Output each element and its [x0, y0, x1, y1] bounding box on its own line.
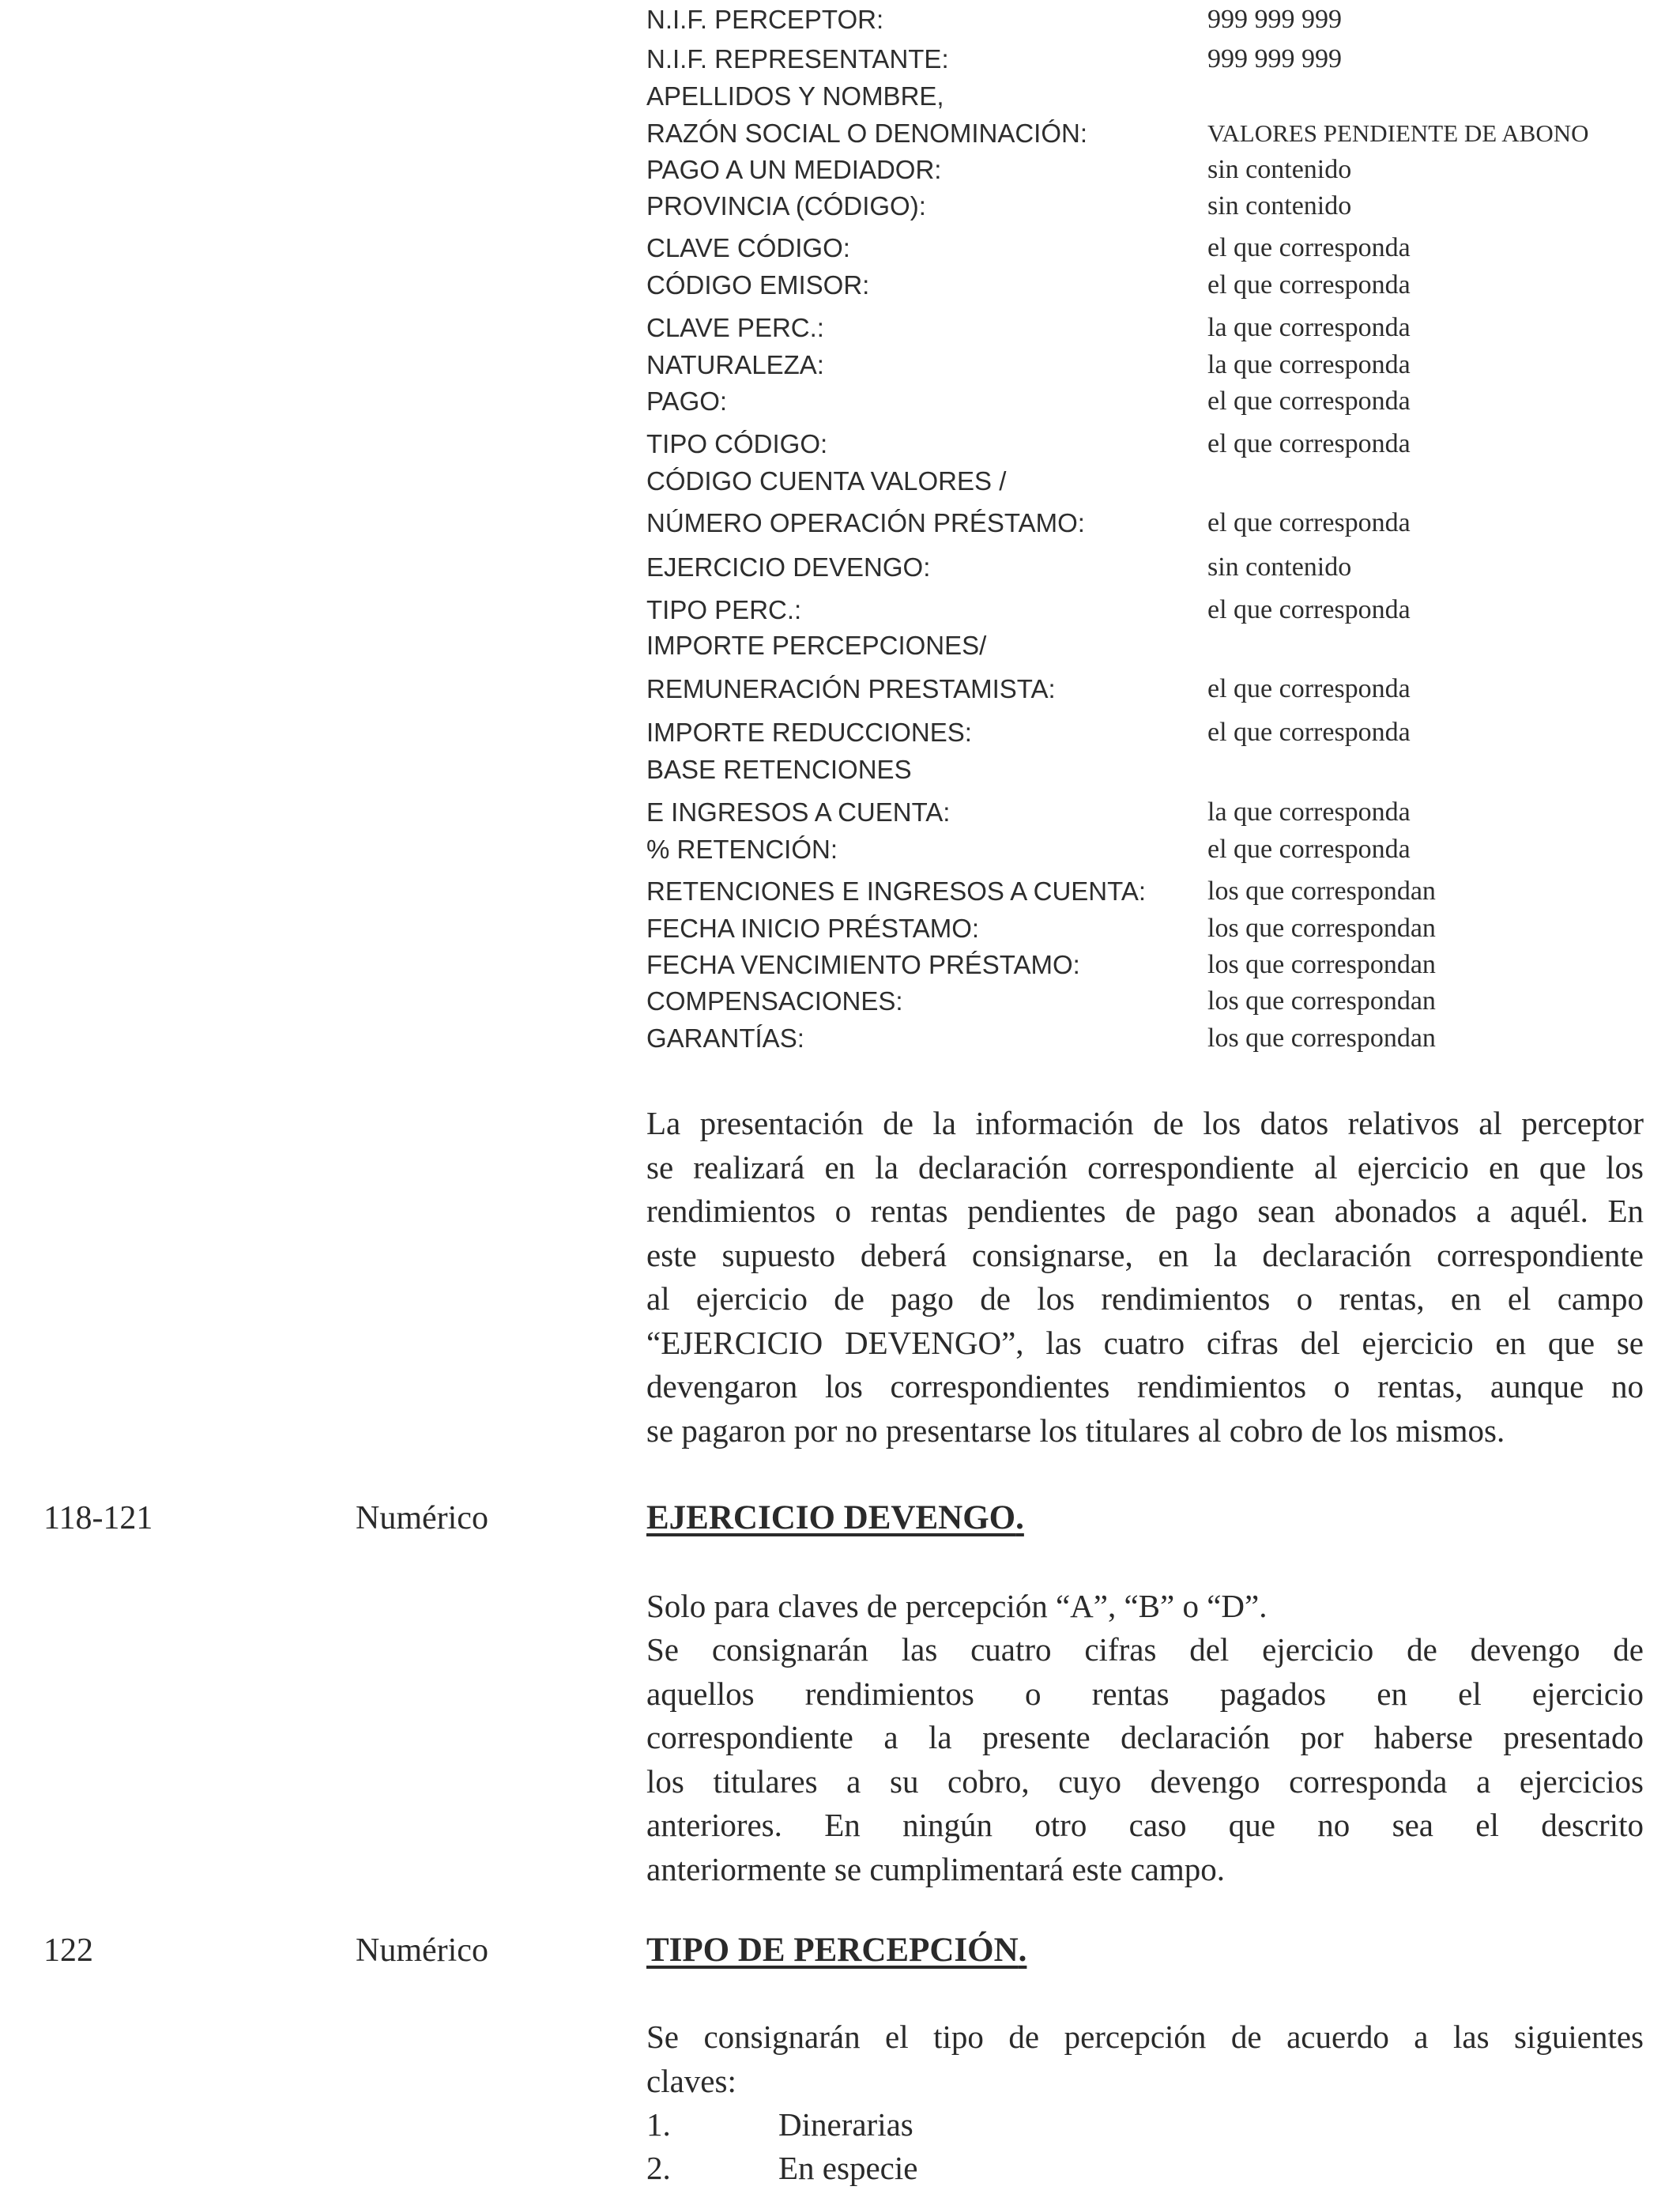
field-value: la que corresponda: [1207, 350, 1411, 379]
section-note: Solo para claves de percepción “A”, “B” o “D”.: [646, 1588, 1268, 1624]
paragraph-line: este supuesto deberá consignarse, en la declaración correspondiente: [646, 1236, 1644, 1273]
field-value: VALORES PENDIENTE DE ABONO: [1207, 119, 1589, 147]
paragraph-line: correspondiente a la presente declaración por haberse presentado: [646, 1719, 1644, 1755]
field-row: [646, 427, 1674, 462]
field-label: PROVINCIA (CÓDIGO):: [646, 191, 926, 221]
field-value: el que corresponda: [1207, 674, 1411, 703]
field-type: Numérico: [356, 1500, 488, 1536]
field-row: [646, 715, 1674, 750]
field-label: BASE RETENCIONES: [646, 755, 912, 784]
field-row: [646, 874, 1674, 909]
field-value: los que correspondan: [1207, 986, 1436, 1016]
field-row: [646, 153, 1674, 187]
field-label: CLAVE PERC.:: [646, 313, 824, 342]
field-row: [646, 464, 1674, 499]
list-item-number: 1.: [646, 2106, 671, 2143]
field-row: [646, 116, 1674, 151]
list-item-text: Dinerarias: [778, 2106, 913, 2143]
section-heading-text: TIPO DE PERCEPCIÓN: [646, 1932, 1019, 1969]
field-row: [646, 984, 1674, 1019]
paragraph-line: se pagaron por no presentarse los titulares al cobro de los mismos.: [646, 1412, 1505, 1449]
field-position: 118-121: [43, 1500, 153, 1536]
field-value: el que corresponda: [1207, 718, 1411, 747]
paragraph-line: Se consignarán las cuatro cifras del ejercicio de devengo de: [646, 1631, 1644, 1668]
paragraph-line: claves:: [646, 2062, 736, 2099]
paragraph-line: los titulares a su cobro, cuyo devengo corresponda a ejercicios: [646, 1762, 1644, 1800]
field-label: APELLIDOS Y NOMBRE,: [646, 81, 944, 111]
field-label: E INGRESOS A CUENTA:: [646, 797, 951, 827]
paragraph-line: La presentación de la información de los datos relativos al perceptor: [646, 1105, 1644, 1141]
field-type: Numérico: [356, 1932, 488, 1969]
paragraph-line: anteriores. En ningún otro caso que no sea el descrito: [646, 1807, 1644, 1843]
field-label: PAGO:: [646, 386, 728, 416]
field-label: TIPO PERC.:: [646, 595, 802, 624]
field-label: N.I.F. REPRESENTANTE:: [646, 44, 949, 74]
paragraph-line: rendimientos o rentas pendientes de pago sean abonados a aquél. En: [646, 1193, 1644, 1229]
field-row: [646, 231, 1674, 266]
field-value: el que corresponda: [1207, 386, 1411, 416]
field-row: [646, 628, 1674, 663]
field-label: RAZÓN SOCIAL O DENOMINACIÓN:: [646, 119, 1088, 148]
field-label: CÓDIGO CUENTA VALORES /: [646, 466, 1007, 496]
field-label: IMPORTE REDUCCIONES:: [646, 718, 972, 747]
field-label: TIPO CÓDIGO:: [646, 429, 828, 458]
field-label: N.I.F. PERCEPTOR:: [646, 5, 884, 34]
field-row: [646, 189, 1674, 224]
field-value: el que corresponda: [1207, 835, 1411, 864]
field-row: [646, 42, 1674, 77]
field-row: [646, 1021, 1674, 1056]
field-label: PAGO A UN MEDIADOR:: [646, 155, 942, 184]
field-value: los que correspondan: [1207, 876, 1436, 906]
paragraph-line: devengaron los correspondientes rendimientos o rentas, aunque no: [646, 1368, 1644, 1404]
field-value: sin contenido: [1207, 155, 1352, 184]
field-value: el que corresponda: [1207, 508, 1411, 537]
field-row: [646, 911, 1674, 946]
field-row: [646, 384, 1674, 419]
paragraph-line: aquellos rendimientos o rentas pagados en el ejercicio: [646, 1675, 1644, 1712]
field-row: [646, 832, 1674, 867]
section-heading: TIPO DE PERCEPCIÓN.: [646, 1932, 1027, 1969]
field-row: [646, 593, 1674, 628]
paragraph-line: Se consignarán el tipo de percepción de acuerdo a las siguientes: [646, 2019, 1644, 2055]
field-row: [646, 795, 1674, 830]
field-value: sin contenido: [1207, 552, 1352, 582]
field-row: [646, 948, 1674, 982]
field-value: los que correspondan: [1207, 914, 1436, 943]
field-position: 122: [43, 1932, 93, 1969]
field-value: la que corresponda: [1207, 313, 1411, 342]
section-paragraph: [646, 1628, 1644, 1891]
field-label: NATURALEZA:: [646, 350, 824, 379]
field-label: EJERCICIO DEVENGO:: [646, 552, 931, 582]
field-label: GARANTÍAS:: [646, 1023, 804, 1053]
field-value: los que correspondan: [1207, 1023, 1436, 1053]
field-label: FECHA INICIO PRÉSTAMO:: [646, 914, 980, 943]
field-label: RETENCIONES E INGRESOS A CUENTA:: [646, 876, 1147, 906]
paragraph-line: se realizará en la declaración correspondiente al ejercicio en que los: [646, 1148, 1644, 1186]
section-heading: EJERCICIO DEVENGO.: [646, 1499, 1024, 1536]
list-item-number: 2.: [646, 2150, 671, 2186]
field-value: 999 999 999: [1207, 44, 1342, 74]
field-label: FECHA VENCIMIENTO PRÉSTAMO:: [646, 950, 1080, 979]
intro-paragraph: [646, 1102, 1644, 1453]
section-heading-text: EJERCICIO DEVENGO: [646, 1499, 1016, 1536]
field-value: el que corresponda: [1207, 429, 1411, 458]
section-paragraph: [646, 2015, 1644, 2103]
field-label: REMUNERACIÓN PRESTAMISTA:: [646, 674, 1056, 703]
field-label: % RETENCIÓN:: [646, 835, 838, 864]
paragraph-line: al ejercicio de pago de los rendimientos o rentas, en el campo: [646, 1280, 1644, 1317]
field-row: [646, 348, 1674, 383]
paragraph-line: anteriormente se cumplimentará este campo.: [646, 1850, 1225, 1887]
field-label: COMPENSACIONES:: [646, 986, 903, 1016]
field-label: CLAVE CÓDIGO:: [646, 233, 850, 262]
field-value: el que corresponda: [1207, 233, 1411, 262]
field-value: 999 999 999: [1207, 5, 1342, 34]
field-label: IMPORTE PERCEPCIONES/: [646, 631, 987, 660]
field-value: el que corresponda: [1207, 595, 1411, 624]
field-label: NÚMERO OPERACIÓN PRÉSTAMO:: [646, 508, 1085, 537]
field-value: el que corresponda: [1207, 270, 1411, 300]
field-row: [646, 311, 1674, 345]
field-row: [646, 752, 1674, 787]
field-label: CÓDIGO EMISOR:: [646, 270, 870, 300]
field-value: sin contenido: [1207, 191, 1352, 221]
field-row: [646, 506, 1674, 541]
field-row: [646, 550, 1674, 585]
field-value: la que corresponda: [1207, 797, 1411, 827]
paragraph-line: “EJERCICIO DEVENGO”, las cuatro cifras del ejercicio en que se: [646, 1324, 1644, 1361]
list-item-text: En especie: [778, 2150, 918, 2186]
field-row: [646, 2, 1674, 37]
field-row: [646, 672, 1674, 707]
field-value: los que correspondan: [1207, 950, 1436, 979]
field-row: [646, 268, 1674, 303]
field-row: [646, 79, 1674, 114]
